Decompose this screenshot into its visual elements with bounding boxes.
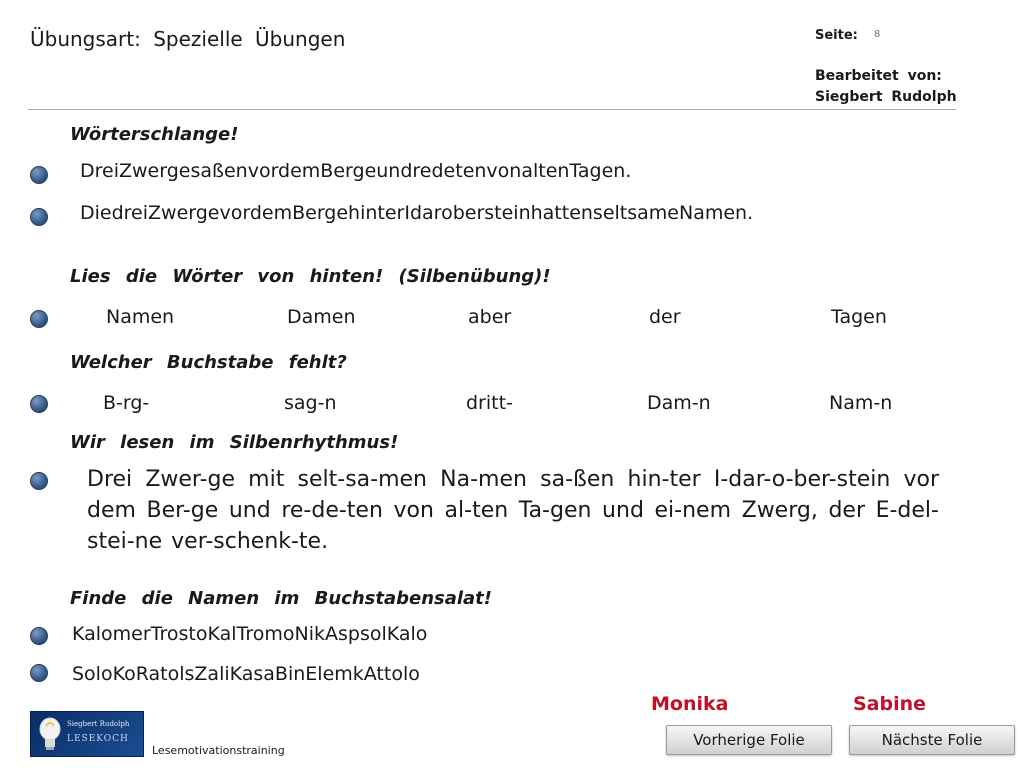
bullet-icon[interactable]: [30, 208, 48, 226]
name-sabine: Sabine: [853, 693, 927, 715]
backward-word: Tagen: [831, 306, 887, 328]
syllable-paragraph: Drei Zwer-ge mit selt-sa-men Na-men sa-ßen hin-ter I-dar-o-ber-stein vor dem Ber-ge und re-de-ten von al-ten Ta-gen und ei-nem Zwerg, der E-del-stei-ne ver-schenk-te.: [87, 467, 939, 554]
missing-letter-word: Nam-n: [829, 392, 893, 414]
heading-lies-von-hinten: Lies die Wörter von hinten! (Silbenübung)!: [70, 266, 551, 287]
backward-word: Damen: [287, 306, 356, 328]
logo-author: Siegbert Rudolph: [67, 720, 130, 728]
heading-woerterschlange: Wörterschlange!: [70, 124, 239, 145]
backward-word: Namen: [106, 306, 175, 328]
missing-letter-word: B-rg-: [103, 392, 150, 414]
lesekoch-logo: [30, 711, 144, 757]
heading-buchstabensalat: Finde die Namen im Buchstabensalat!: [70, 588, 492, 609]
bullet-icon[interactable]: [30, 664, 48, 682]
heading-buchstabe-fehlt: Welcher Buchstabe fehlt?: [70, 352, 347, 373]
backward-word: der: [649, 306, 681, 328]
bullet-icon[interactable]: [30, 472, 48, 490]
author-name: Siegbert Rudolph: [815, 89, 957, 105]
missing-letter-word: sag-n: [284, 392, 337, 414]
word-snake-line-1: DreiZwergesaßenvordemBergeundredetenvonaltenTagen.: [80, 160, 632, 182]
bullet-icon[interactable]: [30, 310, 48, 328]
missing-letter-word: dritt-: [466, 392, 513, 414]
next-slide-button[interactable]: Nächste Folie: [849, 725, 1015, 755]
author-label: Bearbeitet von:: [815, 68, 942, 84]
word-snake-line-2: DiedreiZwergevordemBergehinterIdarobersteinhattenseltsameNamen.: [80, 202, 754, 224]
missing-letter-word: Dam-n: [647, 392, 711, 414]
name-monika: Monika: [651, 693, 729, 715]
header-divider: [28, 109, 956, 110]
bullet-icon[interactable]: [30, 166, 48, 184]
author-block: [815, 66, 957, 108]
page-number: 8: [874, 29, 881, 40]
heading-silbenrhythmus: Wir lesen im Silbenrhythmus!: [70, 432, 399, 453]
page-title: Übungsart: Spezielle Übungen: [30, 27, 346, 51]
letter-salad-line-2: SoloKoRatolsZaliKasaBinElemkAttolo: [72, 663, 420, 685]
backward-word: aber: [468, 306, 512, 328]
bullet-icon[interactable]: [30, 395, 48, 413]
letter-salad-line-1: KalomerTrostoKalTromoNikAspsolKalo: [72, 623, 428, 645]
footer-label: Lesemotivationstraining: [152, 744, 285, 757]
bullet-icon[interactable]: [30, 627, 48, 645]
page-number-label: Seite:: [815, 28, 858, 43]
logo-title: LESEKOCH: [67, 734, 129, 744]
lightbulb-icon: [35, 714, 65, 754]
previous-slide-button[interactable]: Vorherige Folie: [666, 725, 832, 755]
